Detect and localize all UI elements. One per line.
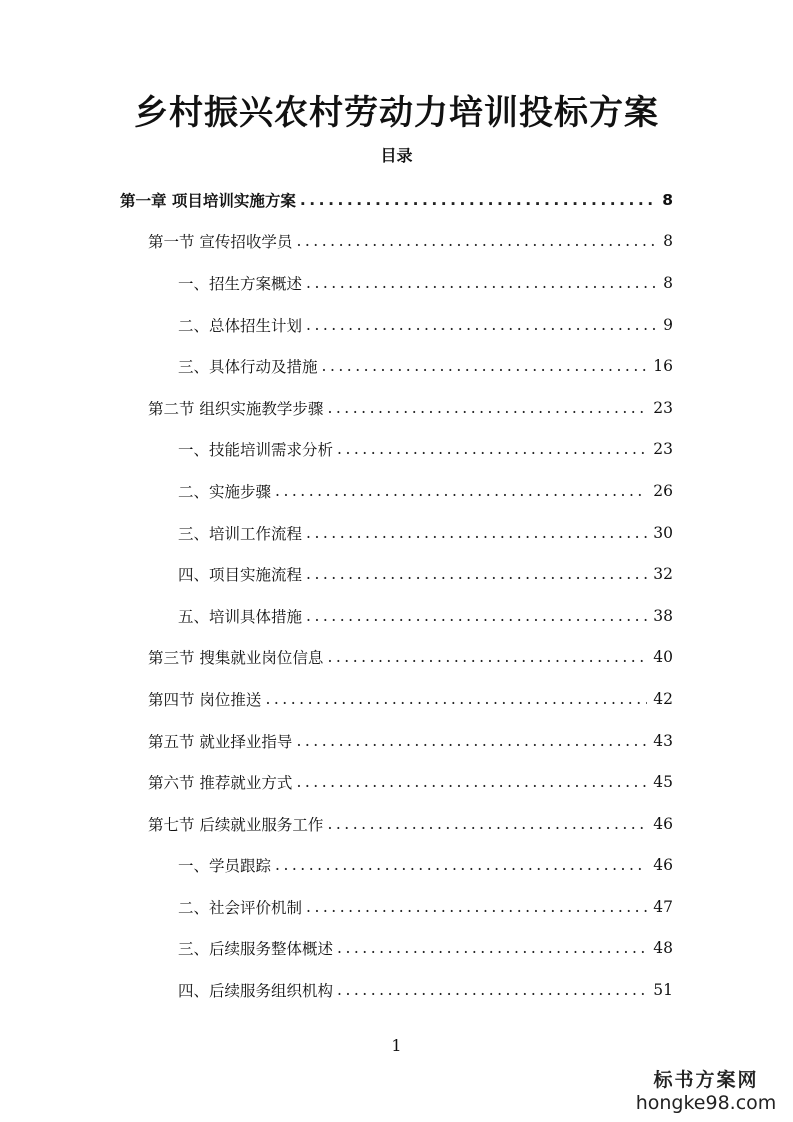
toc-entry[interactable]: [178, 595, 673, 637]
toc-entry[interactable]: [148, 637, 673, 679]
toc-leader-dots: [275, 856, 647, 874]
toc-entry-label: 四、项目实施流程: [178, 566, 303, 585]
toc-entry-label: 二、实施步骤: [178, 482, 272, 501]
toc-entry-page: 42: [653, 689, 673, 708]
toc-entry-page: 38: [653, 606, 673, 625]
page-number: 1: [391, 1036, 402, 1055]
toc-leader-dots: [265, 690, 647, 708]
toc-entry[interactable]: [178, 969, 673, 1011]
toc-entry-label: 三、培训工作流程: [178, 524, 303, 543]
toc-leader-dots: [322, 357, 648, 375]
toc-leader-dots: [275, 482, 647, 500]
toc-entry[interactable]: [178, 429, 673, 471]
toc-entry-label: 第四节 岗位推送: [148, 690, 262, 709]
toc-entry-page: 8: [662, 190, 673, 209]
toc-entry-label: 第七节 后续就业服务工作: [148, 815, 324, 834]
toc-entry-label: 第六节 推荐就业方式: [148, 774, 293, 793]
toc-entry-page: 8: [663, 273, 673, 292]
toc-entry[interactable]: [178, 845, 673, 887]
toc-leader-dots: [296, 773, 647, 791]
toc-entry-page: 51: [653, 981, 673, 1000]
toc-leader-dots: [306, 898, 647, 916]
toc-entry[interactable]: [178, 345, 673, 387]
toc-leader-dots: [327, 399, 647, 417]
toc-entry-page: 16: [653, 357, 673, 376]
toc-leader-dots: [296, 732, 647, 750]
toc-entry-page: 30: [653, 523, 673, 542]
toc-entry-label: 第五节 就业择业指导: [148, 732, 293, 751]
toc-entry-label: 第一章 项目培训实施方案: [120, 191, 296, 210]
toc-entry-label: 三、具体行动及措施: [178, 358, 318, 377]
watermark-logo: [631, 1068, 781, 1114]
toc-leader-dots: [306, 274, 657, 292]
toc-entry-page: 46: [653, 856, 673, 875]
toc-entry-label: 二、总体招生计划: [178, 316, 303, 335]
toc-entry-label: 一、技能培训需求分析: [178, 441, 334, 460]
toc-leader-dots: [306, 607, 647, 625]
toc-entry-page: 9: [663, 315, 673, 334]
toc-entry-label: 二、社会评价机制: [178, 898, 303, 917]
toc-entry-label: 一、招生方案概述: [178, 274, 303, 293]
toc-entry[interactable]: [178, 553, 673, 595]
toc-entry-page: 43: [653, 731, 673, 750]
toc-entry-page: 48: [653, 939, 673, 958]
toc-entry-page: 46: [653, 814, 673, 833]
toc-entry[interactable]: [148, 678, 673, 720]
toc-entry-page: 8: [663, 232, 673, 251]
toc-entry-label: 四、后续服务组织机构: [178, 982, 334, 1001]
toc-leader-dots: [306, 316, 657, 334]
table-of-contents: [0, 179, 793, 1011]
toc-entry-label: 一、学员跟踪: [178, 857, 272, 876]
toc-leader-dots: [337, 981, 647, 999]
toc-leader-dots: [306, 565, 647, 583]
watermark-site-domain: hongke98.com: [635, 1092, 777, 1114]
toc-entry-page: 23: [653, 398, 673, 417]
toc-entry[interactable]: [178, 262, 673, 304]
toc-leader-dots: [337, 939, 647, 957]
toc-leader-dots: [327, 815, 647, 833]
toc-entry[interactable]: [148, 387, 673, 429]
toc-entry[interactable]: [148, 221, 673, 263]
toc-leader-dots: [300, 191, 656, 209]
toc-entry[interactable]: [178, 928, 673, 970]
toc-leader-dots: [327, 648, 647, 666]
toc-entry[interactable]: [178, 304, 673, 346]
toc-entry-page: 40: [653, 648, 673, 667]
toc-entry-label: 五、培训具体措施: [178, 607, 303, 626]
toc-entry-label: 第一节 宣传招收学员: [148, 233, 293, 252]
watermark-site-name: 标书方案网: [653, 1069, 759, 1091]
toc-leader-dots: [337, 440, 647, 458]
toc-entry[interactable]: [148, 803, 673, 845]
toc-entry[interactable]: [178, 886, 673, 928]
toc-entry-page: 47: [653, 897, 673, 916]
toc-entry-label: 第二节 组织实施教学步骤: [148, 399, 324, 418]
toc-entry-page: 23: [653, 440, 673, 459]
toc-entry[interactable]: [148, 720, 673, 762]
toc-entry[interactable]: [178, 512, 673, 554]
toc-entry-label: 三、后续服务整体概述: [178, 940, 334, 959]
toc-entry-label: 第三节 搜集就业岗位信息: [148, 649, 324, 668]
toc-leader-dots: [306, 524, 647, 542]
toc-leader-dots: [296, 232, 657, 250]
document-title: 乡村振兴农村劳动力培训投标方案: [134, 93, 659, 133]
toc-entry[interactable]: [178, 470, 673, 512]
toc-entry-page: 45: [653, 773, 673, 792]
toc-entry[interactable]: [148, 761, 673, 803]
toc-heading: 目录: [380, 146, 413, 165]
toc-entry[interactable]: [120, 179, 673, 221]
toc-entry-page: 32: [653, 565, 673, 584]
toc-entry-page: 26: [653, 481, 673, 500]
